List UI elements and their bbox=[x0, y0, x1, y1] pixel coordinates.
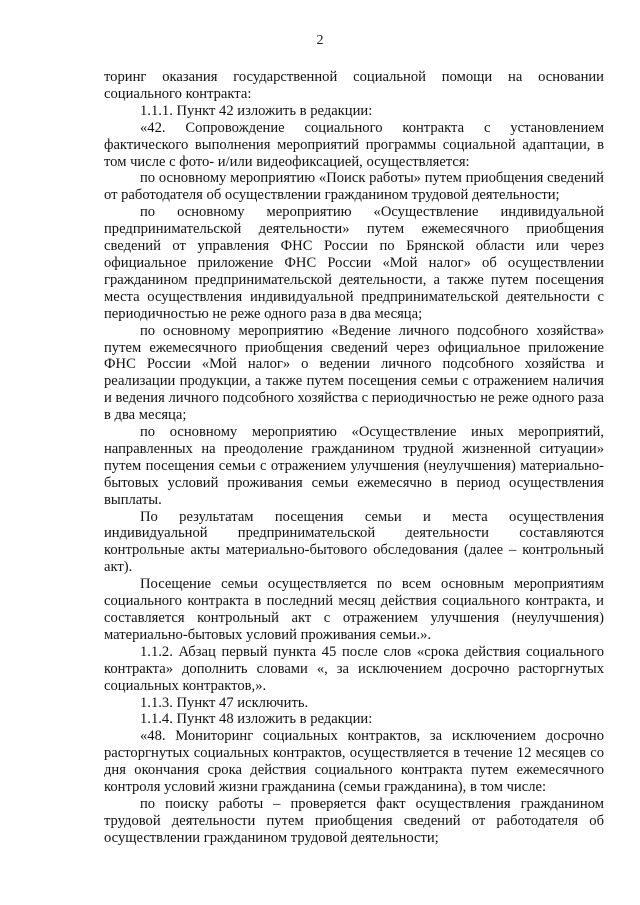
paragraph-job-search-monitoring: по поиску работы – проверяется факт осуществления гражданином трудовой деятельности путем приобщения сведений от работодателя об осуществлении гражданином трудовой деятельности; bbox=[104, 795, 604, 846]
paragraph-subsidiary-farming: по основному мероприятию «Ведение личного подсобного хозяйства» путем ежемесячного приобщения сведений через официальное приложение ФНС России «Мой налог» о ведении личного подсобного хозяйства и реализации продукции, а также путем посещения семьи с отражением наличия и ведения личного подсобного хозяйства с периодичностью не реже одного раза в два месяца; bbox=[104, 322, 604, 424]
paragraph-family-visit: Посещение семьи осуществляется по всем основным мероприятиям социального контракта в последний месяц действия социального контракта, и составляется контрольный акт с отражением улучшения (неулучшения) материально-бытовых условий проживания семьи.». bbox=[104, 576, 604, 643]
paragraph-item-1-1-1: 1.1.1. Пункт 42 изложить в редакции: bbox=[140, 102, 373, 119]
paragraph-job-search: по основному мероприятию «Поиск работы» путем приобщения сведений от работодателя об осуществлении гражданином трудовой деятельности; bbox=[104, 170, 604, 204]
paragraph-item-42: «42. Сопровождение социального контракта с установлением фактического выполнения мероприятий программы социальной адаптации, в том числе с фото- и/или видеофиксацией, осуществляется: bbox=[104, 119, 604, 170]
paragraph-item-1-1-2: 1.1.2. Абзац первый пункта 45 после слов «срока действия социального контракта» дополнить словами «, за исключением досрочно расторгнутых социальных контрактов,». bbox=[104, 643, 604, 694]
paragraph-item-48: «48. Мониторинг социальных контрактов, за исключением досрочно расторгнутых социальных контрактов, осуществляется в течение 12 месяцев со дня окончания срока действия социального контракта путем ежемесячного контроля условий жизни гражданина (семьи гражданина), в том числе: bbox=[104, 728, 604, 796]
paragraph-other-measures: по основному мероприятию «Осуществление иных мероприятий, направленных на преодоление гражданином трудной жизненной ситуации» путем посещения семьи с отражением улучшения (неулучшения) материально-бытовых условий проживания семьи ежемесячно в период осуществления выплаты. bbox=[104, 424, 604, 508]
paragraph-item-1-1-4: 1.1.4. Пункт 48 изложить в редакции: bbox=[140, 711, 373, 728]
paragraph-item-1-1-3: 1.1.3. Пункт 47 исключить. bbox=[140, 694, 309, 711]
paragraph-entrepreneurship: по основному мероприятию «Осуществление индивидуальной предпринимательской деятельности» путем ежемесячного приобщения сведений от управления ФНС России по Брянской области или через официальное приложение ФНС России «Мой налог» об осуществлении гражданином предпринимательской деятельности, а также путем посещения места осуществления индивидуальной предпринимательской деятельности с периодичностью не реже одного раза в два месяца; bbox=[104, 204, 604, 322]
document-body bbox=[104, 69, 604, 847]
page-number: 2 bbox=[316, 33, 324, 48]
paragraph-continuation: торинг оказания государственной социальной помощи на основании социального контракта: bbox=[104, 69, 604, 102]
paragraph-inspection-results: По результатам посещения семьи и места осуществления индивидуальной предпринимательской деятельности составляются контрольные акты материально-бытового обследования (далее – контрольный акт). bbox=[104, 508, 604, 576]
